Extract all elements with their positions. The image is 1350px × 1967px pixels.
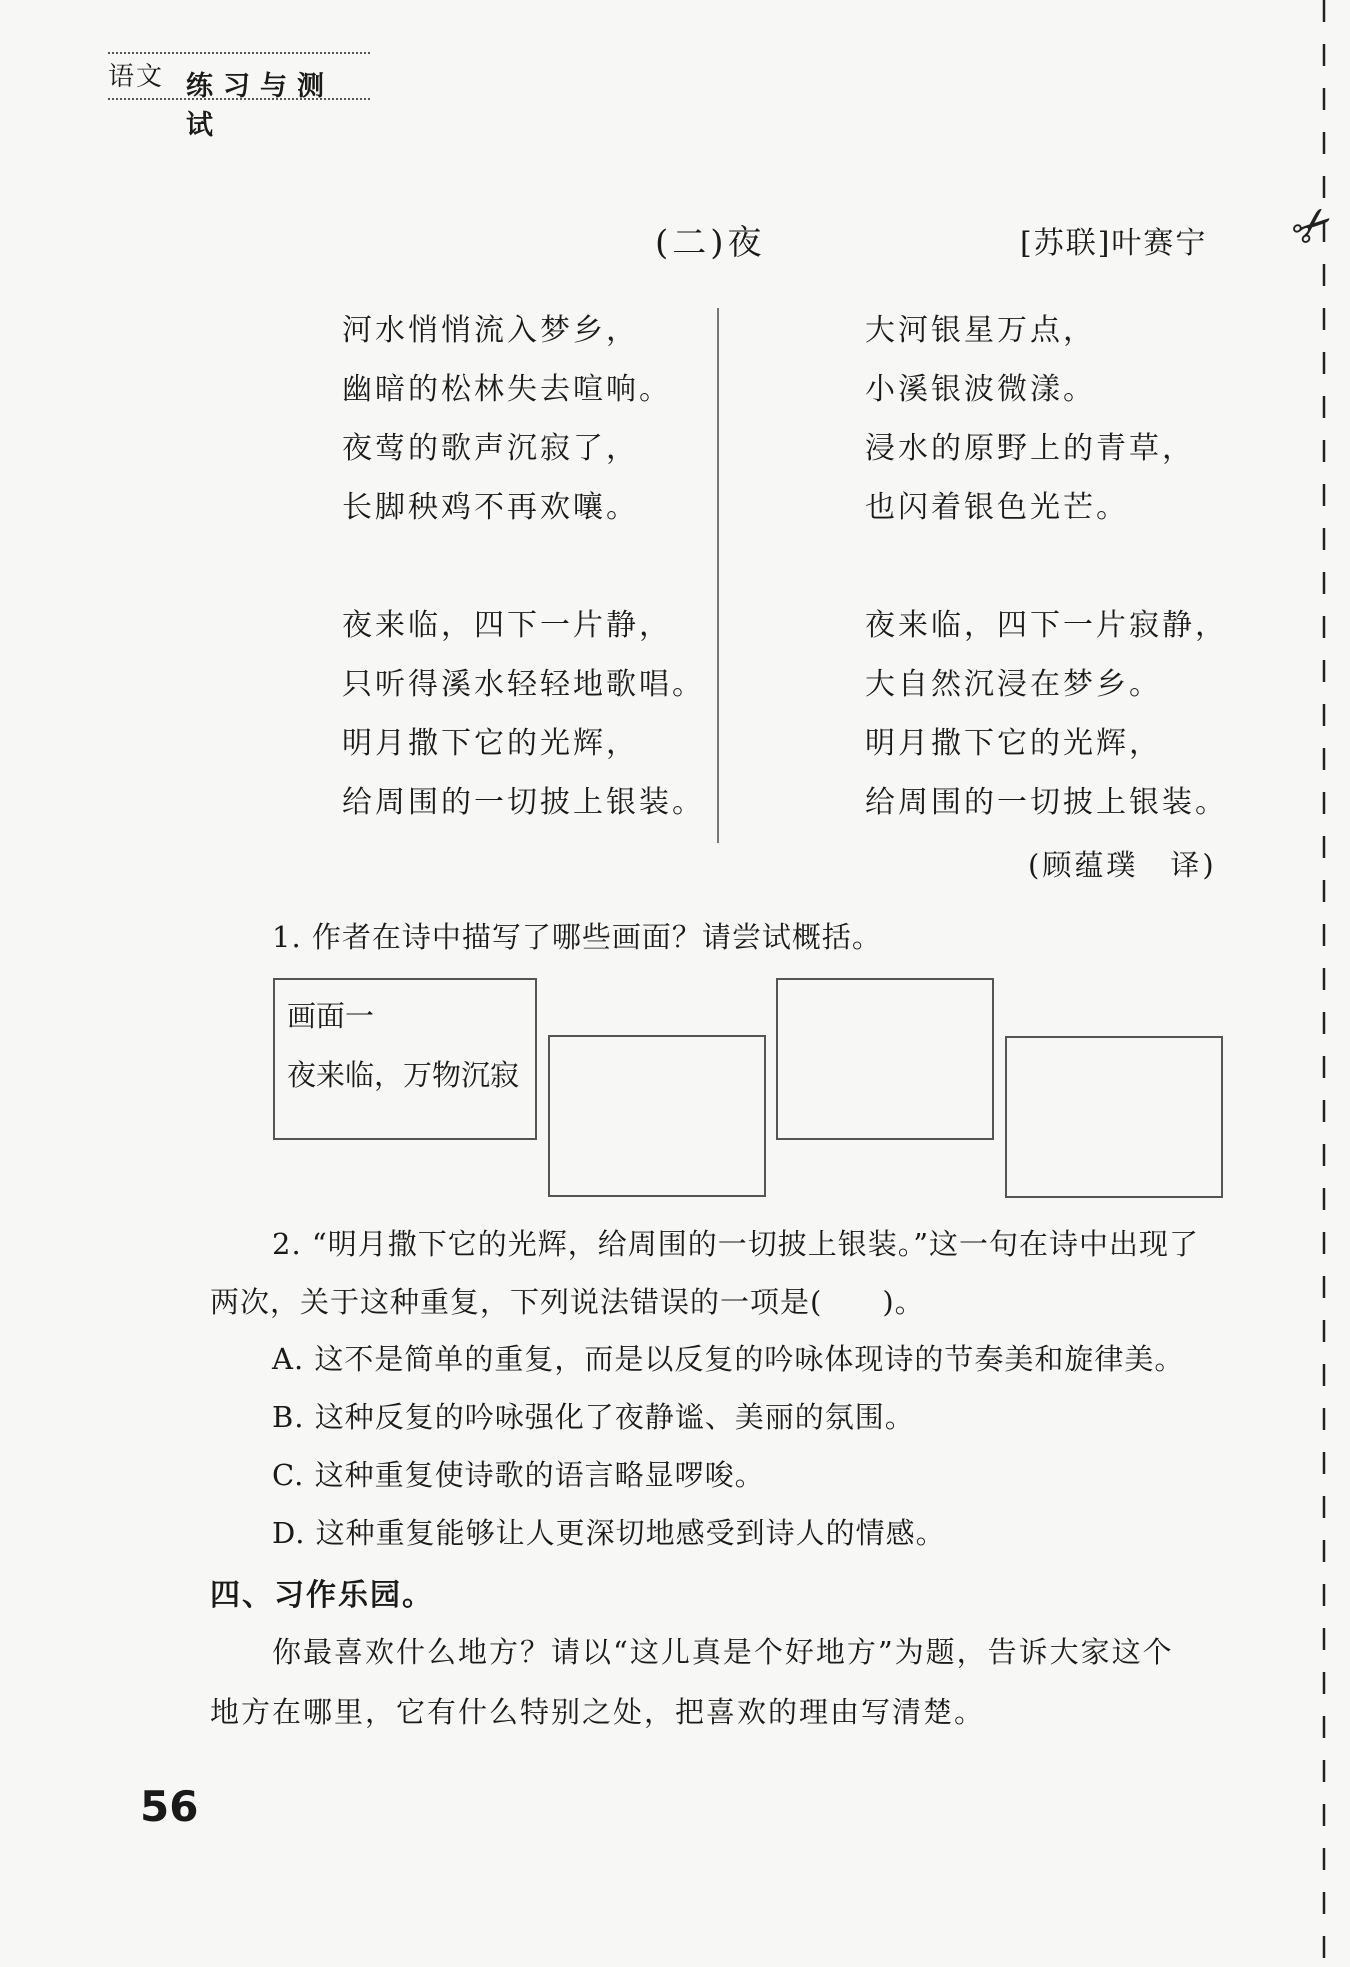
answer-box-1[interactable] [273, 978, 537, 1140]
answer-box-1-text: 夜来临，万物沉寂 [287, 1058, 520, 1092]
scissors-icon: ✂ [1279, 191, 1347, 261]
book-header [108, 52, 370, 141]
poem-author: [苏联]叶赛宁 [1020, 226, 1208, 261]
option-a[interactable]: A. 这不是简单的重复，而是以反复的吟咏体现诗的节奏美和旋律美。 [272, 1342, 1185, 1376]
translator-credit: (顾蕴璞 译) [1028, 848, 1217, 882]
poem-line: 也闪着银色光芒。 [865, 490, 1129, 525]
poem-line: 给周围的一切披上银装。 [342, 785, 705, 820]
poem-line: 夜莺的歌声沉寂了， [342, 431, 639, 466]
cut-dashed-line [1322, 0, 1326, 1967]
question-1: 1. 作者在诗中描写了哪些画面？请尝试概括。 [272, 920, 882, 954]
poem-line: 浸水的原野上的青草， [865, 431, 1195, 466]
poem-column-divider [717, 308, 719, 843]
section-4-line1: 你最喜欢什么地方？请以“这儿真是个好地方”为题，告诉大家这个 [272, 1635, 1174, 1669]
question-2-line2: 两次，关于这种重复，下列说法错误的一项是( )。 [210, 1285, 925, 1319]
poem-title: (二)夜 [655, 223, 766, 263]
poem-line: 小溪银波微漾。 [865, 372, 1096, 407]
poem-line: 大自然沉浸在梦乡。 [865, 667, 1162, 702]
poem-line: 河水悄悄流入梦乡， [342, 313, 639, 348]
poem-line: 夜来临，四下一片静， [342, 608, 672, 643]
answer-box-4[interactable] [1005, 1036, 1223, 1198]
option-b[interactable]: B. 这种反复的吟咏强化了夜静谧、美丽的氛围。 [272, 1400, 915, 1434]
poem-line: 大河银星万点， [865, 313, 1096, 348]
poem-line: 给周围的一切披上银装。 [865, 785, 1228, 820]
section-4-title: 四、习作乐园。 [210, 1578, 434, 1613]
book-title: 练习与测试 [186, 71, 334, 141]
subject-label: 语文 [108, 62, 165, 92]
page-number: 56 [140, 1782, 199, 1831]
question-2-line1: 2. “明月撒下它的光辉，给周围的一切披上银装。”这一句在诗中出现了 [272, 1227, 1200, 1261]
poem-line: 夜来临，四下一片寂静， [865, 608, 1228, 643]
poem-line: 只听得溪水轻轻地歌唱。 [342, 667, 705, 702]
answer-box-1-label: 画面一 [287, 999, 375, 1033]
answer-box-3[interactable] [776, 978, 994, 1140]
poem-line: 明月撒下它的光辉， [342, 726, 639, 761]
option-c[interactable]: C. 这种重复使诗歌的语言略显啰唆。 [272, 1458, 765, 1492]
section-4-line2: 地方在哪里，它有什么特别之处，把喜欢的理由写清楚。 [210, 1695, 986, 1729]
poem-line: 幽暗的松林失去喧响。 [342, 372, 672, 407]
poem-line: 长脚秧鸡不再欢嚷。 [342, 490, 639, 525]
option-d[interactable]: D. 这种重复能够让人更深切地感受到诗人的情感。 [272, 1516, 946, 1550]
poem-line: 明月撒下它的光辉， [865, 726, 1162, 761]
answer-box-2[interactable] [548, 1035, 766, 1197]
